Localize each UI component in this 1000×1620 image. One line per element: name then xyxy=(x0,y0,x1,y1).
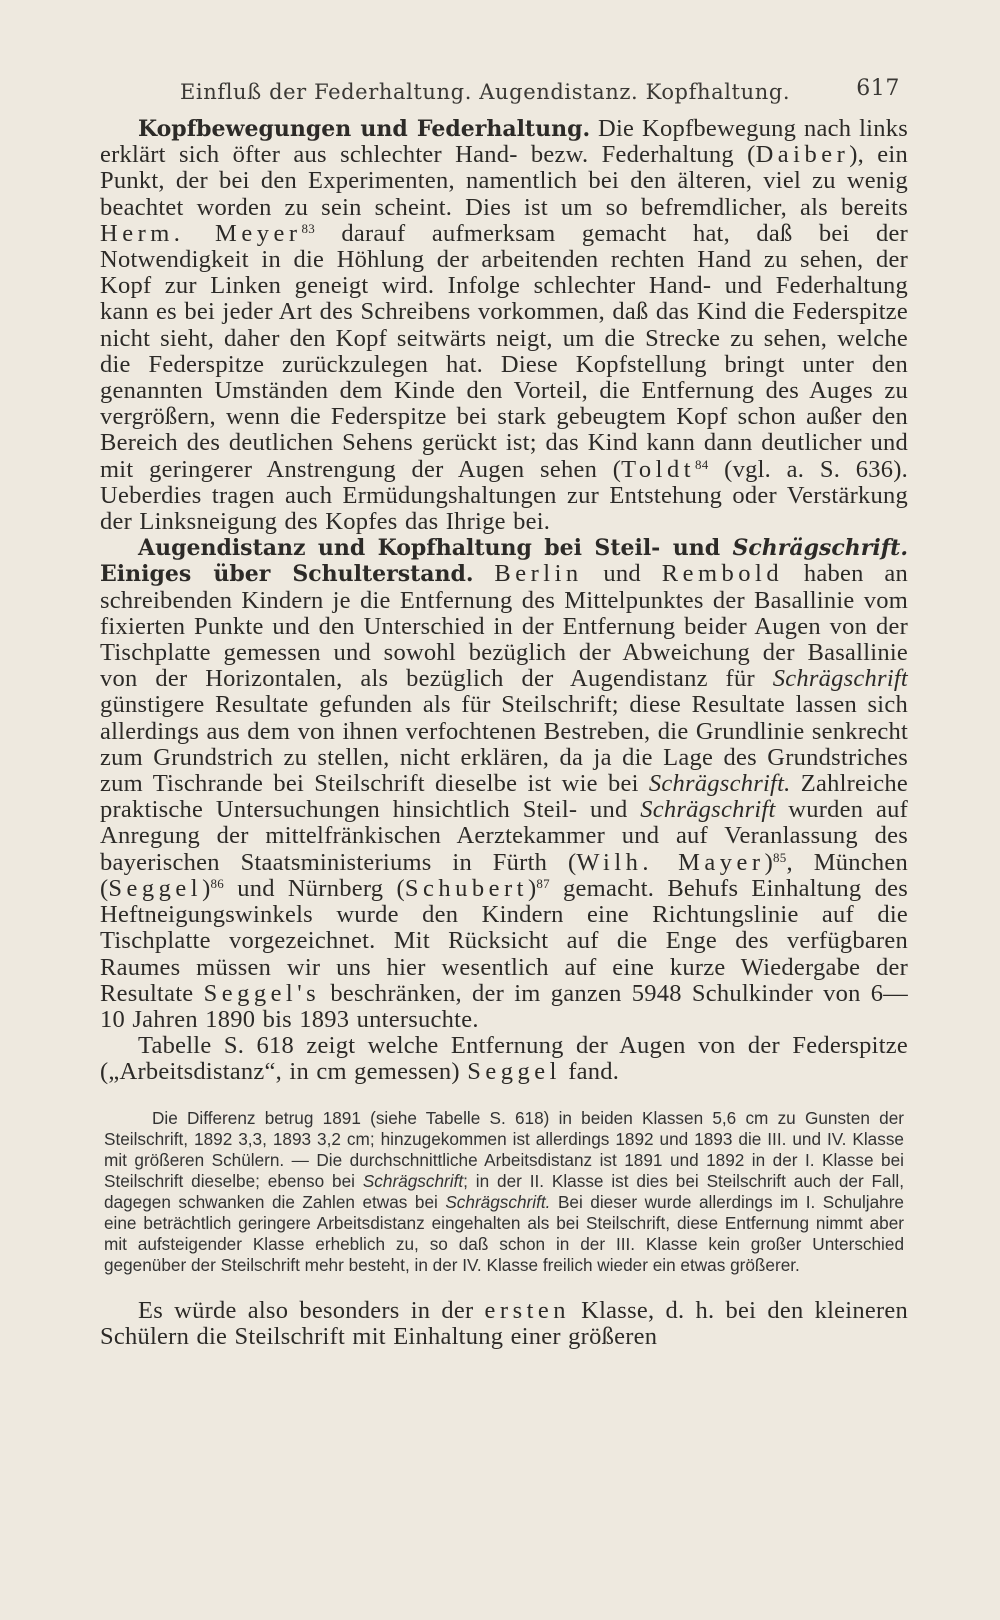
body-text xyxy=(100,116,908,1086)
author-schubert: Schubert xyxy=(404,874,528,902)
term-schraegschrift: Schrägschrift xyxy=(772,665,908,693)
note-paragraph xyxy=(104,1108,904,1276)
paragraph-kopfbewegungen xyxy=(100,116,908,535)
page-number: 617 xyxy=(856,76,900,101)
heading-part: Einiges über Schulterstand. xyxy=(100,561,474,588)
paragraph-final xyxy=(100,1298,908,1350)
text-run: , München ( xyxy=(100,848,908,902)
running-head xyxy=(100,68,908,116)
text-run: günstigere Resultate gefunden als für Steilschrift; diese Resultate lassen sich allerdings aus dem von ihnen verfochtenen Bestreben, die Grundlinie senkrecht zum Grundstrich zu stellen, nicht erklären, da ja die Lage des Grundstriches zum Tischrande bei Steilschrift dieselbe ist wie bei xyxy=(100,691,908,798)
text-run: gemacht. Behufs Einhaltung des Heftneigungswinkels wurde den Kindern eine Richtungslinie auf die Tischplatte vorgezeichnet. Mit Rücksicht auf die Enge des verfügbaren Raumes müssen wir uns hier wesentlich auf eine kurze Wiedergabe der Resultate xyxy=(100,874,908,1007)
term-schraegschrift: Schrägschrift xyxy=(362,1170,464,1191)
author-herm-meyer: Herm. Meyer xyxy=(100,219,302,247)
footnote-ref-84: 84 xyxy=(695,456,709,472)
paragraph-augendistanz: Augendistanz und Kopfhaltung bei Steil- und Schrägschrift. Einiges über Schulterstand. Berlin und Rembold haben an schreibenden Kindern je die Entfernung des Mittelpunktes der Basallinie vom fixierten Punkte und den Unterschied in der Entfernung beider Augen von der Tischplatte gemessen und sowohl bezüglich der Abweichung der Basallinie von der Horizontalen, als bezüglich der Augendistanz für Schrägschrift günstigere Resultate gefunden als für Steilschrift; diese Resultate lassen sich allerdings aus dem von ihnen verfochtenen Bestreben, die Grundlinie senkrecht zum Grundstrich zu stellen, nicht erklären, da ja die Lage des Grundstriches zum Tischrande bei Steilschrift dieselbe ist wie bei Schrägschrift. Zahlreiche praktische Untersuchungen hinsichtlich Steil- und Schrägschrift wurden auf Anregung der mittelfränkischen Aerztekammer und auf Veranlassung des bayerischen Staatsministeriums in Fürth (Wilh. Mayer)$^{85}$, München (Seggel)$^{86}$ und Nürnberg (Schubert)$^{87}$ gemacht. Behufs Einhaltung des Heftneigungswinkels wurde den Kindern eine Richtungslinie auf die Tischplatte vorgezeichnet. Mit Rücksicht auf die Enge des verfügbaren Raumes müssen wir uns hier wesentlich auf eine kurze Wiedergabe der Resultate Seggel's beschränken, der im ganzen 5948 Schulkinder von 6—10 Jahren 1890 bis 1893 untersuchte. xyxy=(100,535,909,1033)
text-run: ), ein Punkt, der bei den Experimenten, namentlich bei den älteren, viel zu wenig beachtet worden zu sein scheint. Dies ist um so befremdlicher, als bereits xyxy=(100,141,908,221)
author-seggel: Seggel xyxy=(108,874,203,902)
text-run: und Nürnberg ( xyxy=(224,874,405,902)
author-rembold: Rembold xyxy=(661,560,784,588)
text-run: Die Differenz betrug 1891 (siehe Tabelle S. 618) in beiden Klassen 5,6 cm zu Gunsten der Steilschrift, 1892 3,3, 1893 3,2 cm; hinzugekommen ist allerdings 1892 und 1893 die III. und IV. Klasse mit größeren Schülern. — Die durchschnittliche Arbeitsdistanz ist 1891 und 1892 in der I. Klasse bei Steilschrift dieselbe; ebenso bei xyxy=(104,1107,904,1191)
text-run: Klasse, d. h. bei den kleineren Schülern die Steilschrift mit Einhaltung einer größeren xyxy=(100,1296,908,1350)
text-run: wurden auf Anregung der mittelfränkischen Aerztekammer und auf Veranlassung des bayerischen Staatsministeriums in Fürth ( xyxy=(100,796,908,876)
paragraph-tabelle xyxy=(100,1033,908,1085)
term-schraegschrift: Schrägschrift. xyxy=(648,770,791,798)
text-run: (vgl. a. S. 636). Ueberdies tragen auch Ermüdungshaltungen zur Entstehung oder Verstärkung der Linksneigung des Kopfes das Ihrige bei. xyxy=(100,455,909,536)
heading-part-italic: Schrägschrift. xyxy=(732,535,908,562)
text-run: ; in der II. Klasse ist dies bei Steilschrift auch der Fall, dagegen schwanken die Zahlen etwas bei xyxy=(104,1170,905,1212)
footnote-ref-85: 85 xyxy=(772,849,787,865)
section-heading-kopfbewegungen: Kopfbewegungen und Federhaltung. xyxy=(138,116,591,142)
text-run: Bei dieser wurde allerdings im I. Schuljahre eine beträchtlich geringere Arbeitsdistanz eingehalten als bei Steilschrift, diese Entfernung nimmt aber mit aufsteigender Klasse erheblich zu, so daß schon in der III. Klasse kein großer Unterschied gegenüber der Steilschrift mehr besteht, in der IV. Klasse freilich wieder ein etwas größerer. xyxy=(104,1191,904,1275)
closing-paragraph xyxy=(100,1298,908,1350)
small-print-note xyxy=(100,1108,908,1276)
text-run: Zahlreiche praktische Untersuchungen hinsichtlich Steil- und xyxy=(100,770,908,824)
author-wilh-mayer: Wilh. Mayer xyxy=(576,848,765,876)
text-run: Tabelle S. 618 zeigt welche Entfernung der Augen von der Federspitze („Arbeitsdistanz“, in cm gemessen) xyxy=(100,1032,908,1086)
term-schraegschrift: Schrägschrift. xyxy=(445,1191,551,1212)
text-run: und xyxy=(582,560,662,588)
heading-part: Augendistanz und Kopfhaltung bei Steil- und xyxy=(138,535,733,562)
author-daiber: Daiber xyxy=(755,141,850,169)
text-run: darauf aufmerksam gemacht hat, daß bei der Notwendigkeit in die Höhlung der arbeitenden rechten Hand zu sehen, der Kopf zur Linken geneigt wird. Infolge schlechter Hand- und Federhaltung kann es bei jeder Art des Schreibens vorkommen, daß das Kind die Federspitze nicht sieht, daher den Kopf seitwärts neigt, um die Strecke zu sehen, welche die Federspitze zurückzulegen hat. Diese Kopfstellung bringt unter den genannten Umständen dem Kinde den Vorteil, die Entfernung des Auges zu vergrößern, wenn die Federspitze bei stark gebeugtem Kopf schon außer den Bereich des deutlichen Sehens gerückt ist; das Kind kann dann deutlicher und mit geringerer Anstrengung der Augen sehen ( xyxy=(100,219,908,483)
text-run: haben an schreibenden Kindern je die Entfernung des Mittelpunktes der Basallinie vom fixierten Punkte und den Unterschied in der Entfernung beider Augen von der Tischplatte gemessen und sowohl bezüglich der Abweichung der Basallinie von der Horizontalen, als bezüglich der Augendistanz für xyxy=(100,560,909,693)
emphasis-ersten: ersten xyxy=(484,1296,571,1324)
author-toldt: Toldt xyxy=(621,455,696,483)
text-run: beschränken, der im ganzen 5948 Schulkinder von 6—10 Jahren 1890 bis 1893 untersuchte. xyxy=(100,979,909,1033)
text-run: Die Kopfbewegung nach links erklärt sich öfter aus schlechter Hand- bezw. Federhaltung ( xyxy=(100,115,908,169)
footnote-ref-87: 87 xyxy=(536,875,550,891)
term-schraegschrift: Schrägschrift xyxy=(640,796,776,824)
running-head-title: Einfluß der Federhaltung. Augendistanz. Kopfhaltung. xyxy=(180,80,791,104)
footnote-ref-86: 86 xyxy=(210,875,225,891)
text-run: Es würde also besonders in der xyxy=(138,1296,485,1324)
text-run: fand. xyxy=(560,1058,620,1086)
author-seggel: Seggel xyxy=(467,1058,561,1086)
footnote-ref-83: 83 xyxy=(301,220,315,236)
author-seggels: Seggel's xyxy=(203,979,321,1007)
author-berlin: Berlin xyxy=(494,560,583,588)
